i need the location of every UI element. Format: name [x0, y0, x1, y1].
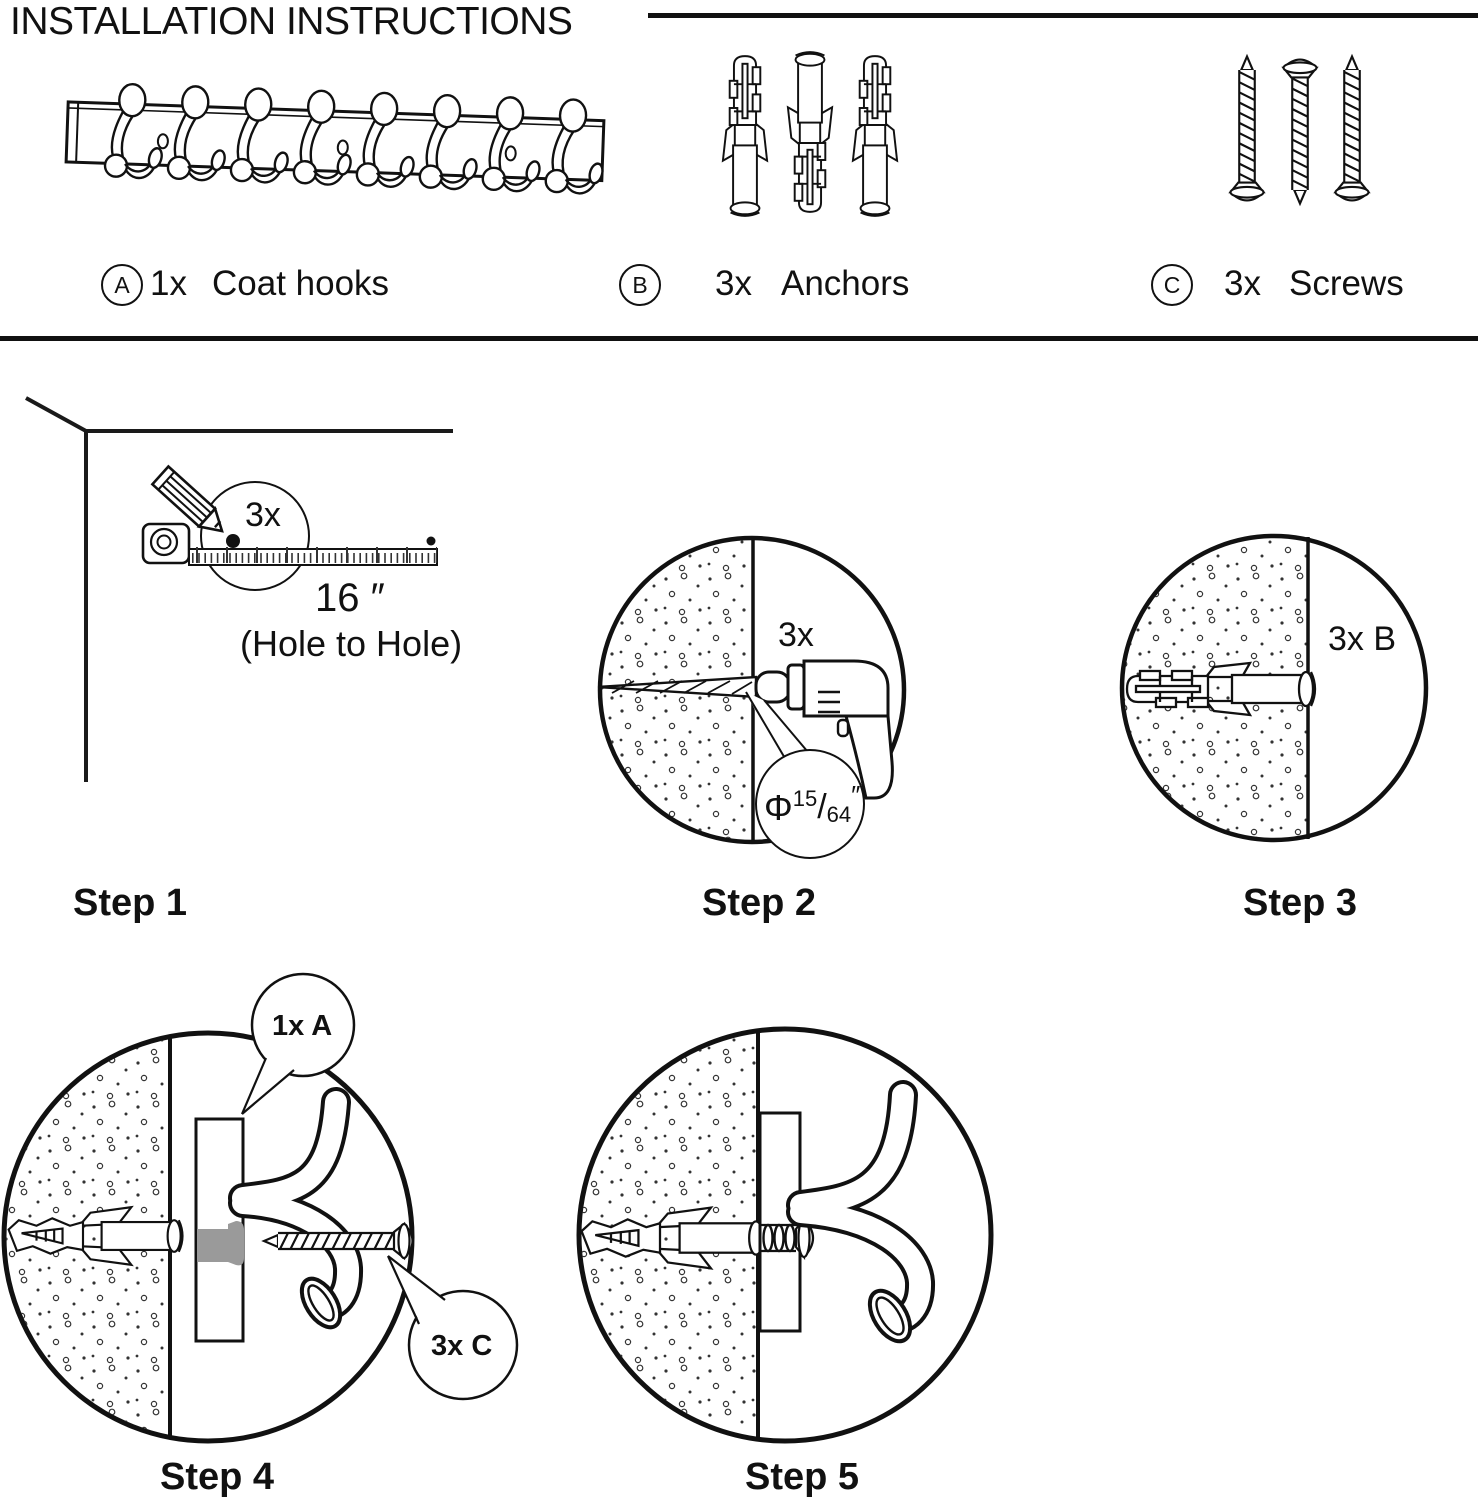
part-b-letter: B: [632, 271, 648, 298]
part-a-qty: 1x: [150, 264, 187, 303]
page-title: INSTALLATION INSTRUCTIONS: [10, 0, 573, 43]
part-b-badge: [619, 264, 661, 306]
pencil-icon: [152, 467, 222, 532]
step3-illustration: [1122, 536, 1426, 840]
diameter-numerator: 15: [792, 786, 818, 811]
step1-note: (Hole to Hole): [240, 623, 463, 664]
step1-distance: 16 ″: [315, 576, 385, 620]
step3-label: Step 3: [1243, 882, 1358, 924]
step1-illustration: [26, 398, 453, 782]
diameter-symbol: Φ: [764, 787, 793, 828]
part-b-qty: 3x: [715, 264, 752, 303]
step4-illustration: [4, 974, 517, 1441]
step1-label: Step 1: [73, 882, 188, 924]
part-c-letter: C: [1163, 271, 1181, 298]
screw-callout-bubble: [388, 1256, 517, 1399]
step3-callout: 3x B: [1328, 620, 1397, 658]
part-a-name: Coat hooks: [212, 264, 390, 303]
second-mark-dot: [427, 537, 436, 546]
part-c-name: Screws: [1289, 264, 1404, 303]
step2-diameter-callout: [764, 780, 861, 828]
step1-count: 3x: [245, 496, 281, 534]
step4-rail-callout: 1x A: [272, 1010, 333, 1042]
inch-mark: ″: [851, 780, 861, 810]
section-divider: [0, 336, 1478, 341]
anchors-illustration: [723, 52, 897, 216]
step2-count: 3x: [778, 616, 814, 654]
ruler: [189, 549, 437, 565]
screws-illustration: [1231, 56, 1369, 203]
step4-label: Step 4: [160, 1456, 275, 1498]
part-b-name: Anchors: [781, 264, 910, 303]
step5-illustration: [579, 1029, 991, 1441]
step4-screw-callout: 3x C: [431, 1330, 493, 1362]
coat-hooks-illustration: [66, 82, 607, 194]
first-mark-dot: [226, 534, 240, 548]
diameter-denominator: 64: [826, 802, 852, 827]
title-rule: [648, 13, 1478, 18]
wall-corner-lines: [26, 398, 453, 782]
part-a-badge: [101, 264, 143, 306]
fraction-slash: /: [817, 788, 827, 826]
part-c-badge: [1151, 264, 1193, 306]
step5-label: Step 5: [745, 1456, 860, 1498]
step2-label: Step 2: [702, 882, 817, 924]
part-a-letter: A: [114, 271, 130, 298]
part-c-qty: 3x: [1224, 264, 1261, 303]
